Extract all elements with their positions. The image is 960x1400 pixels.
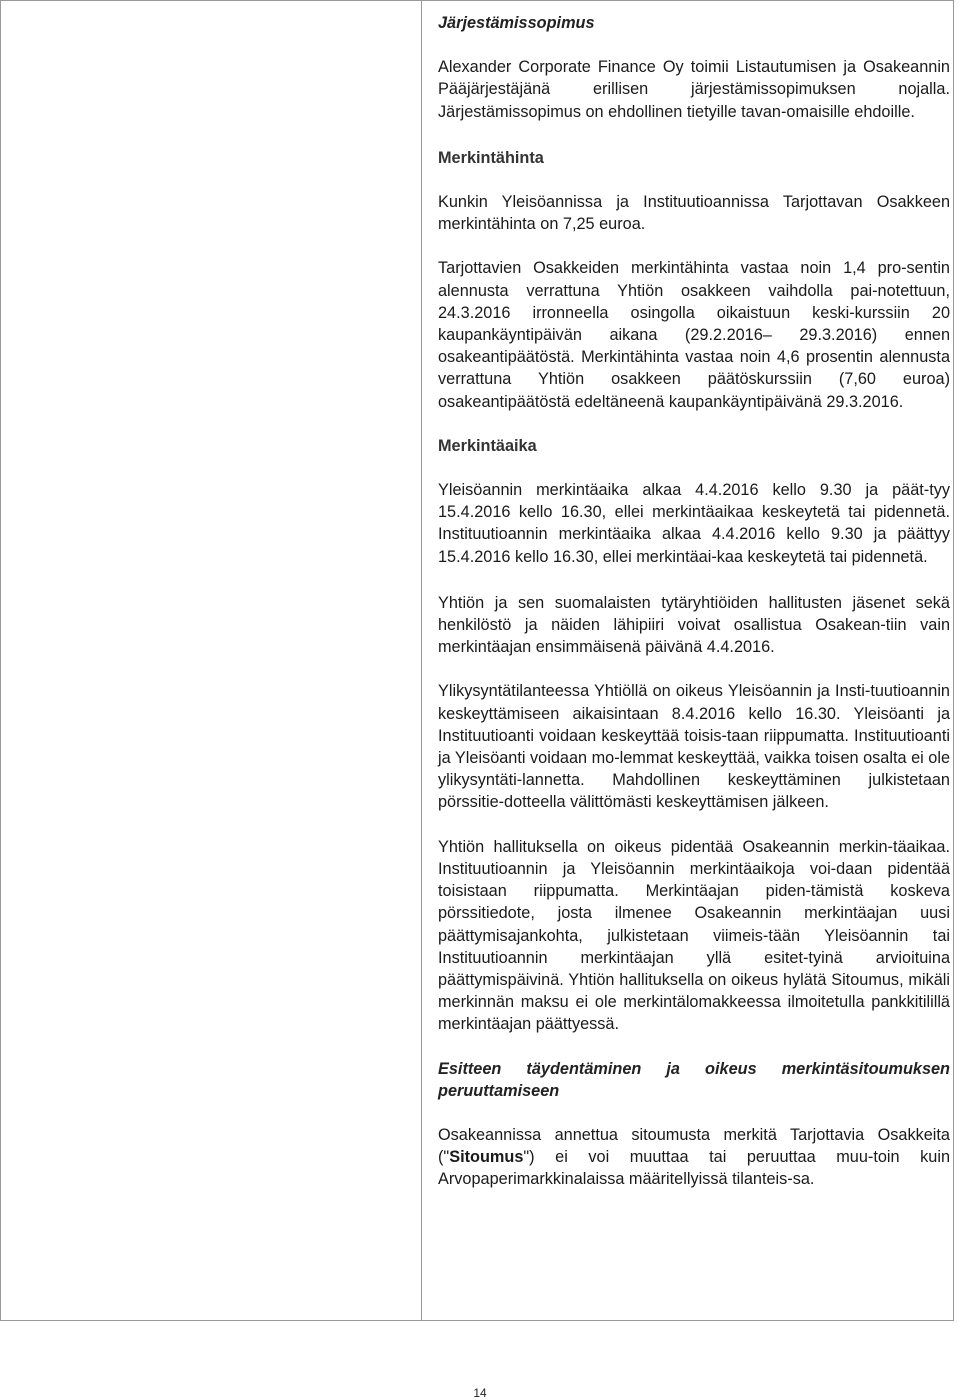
page-number: 14	[473, 1386, 487, 1400]
paragraph: Kunkin Yleisöannissa ja Instituutioannissa Tarjottavan Osakkeen merkintähinta on 7,25 euroa.	[438, 193, 950, 234]
subheading-merkintaaika: Merkintäaika	[438, 436, 537, 455]
paragraph: Tarjottavien Osakkeiden merkintähinta vastaa noin 1,4 pro-sentin alennusta verrattuna Yhtiön osakkeen vaihdolla pai-notettuun, 24.3.2016 irronneella osingolla oikaistuun keski-kurssiin 20 kaupankäyntipäivän aikana (29.2.2016– 29.3.2016) ennen osakeantipäätöstä. Merkintähinta vastaa noin 4,6 prosentin alennusta verrattuna Yhtiön osakkeen päätöskurssiin (7,60 euroa) osakeantipäätöstä edeltäneenä kaupankäyntipäivänä 29.3.2016.	[438, 259, 950, 411]
paragraph-text: ") ei voi muuttaa tai peruuttaa muu-toin kuin Arvopaperimarkkinalaissa määritellyissä tilanteis-sa.	[438, 1148, 950, 1189]
paragraph: Yhtiön hallituksella on oikeus pidentää Osakeannin merkin-täaikaa. Instituutioannin ja Yleisöannin merkintäaikoja voi-daan pidentää toisistaan riippumatta. Merkintäajan piden-tämistä koskeva pörssitiedote, josta ilmenee Osakeannin merkintäajan uusi päättymisajankohta, julkistetaan viimeis-tään Yleisöannin tai Instituutioannin merkintäajan yllä esitet-tyinä arvioituina päättymispäivinä. Yhtiön hallituksella on oikeus hylätä Sitoumus, mikäli merkinnän maksu ei ole merkintälomakkeessa ilmoitetulla pankkitilillä merkintäajan päättyessä.	[438, 837, 950, 1034]
subheading-merkintahinta: Merkintähinta	[438, 148, 544, 167]
paragraph: Yhtiön ja sen suomalaisten tytäryhtiöiden hallitusten jäsenet sekä henkilöstö ja näiden lähipiiri voivat osallistua Osakean-tiin vain merkintäajan ensimmäisenä päivänä 4.4.2016.	[438, 593, 950, 657]
paragraph-text: Osakeannissa annettua sitoumusta merkitä Tarjottavia Osakkeita ("	[438, 1125, 950, 1167]
term-sitoumus: Sitoumus	[449, 1148, 524, 1167]
section-heading-esitteen: Esitteen täydentäminen ja oikeus merkintäsitoumuksen peruuttamiseen	[438, 1059, 950, 1100]
paragraph: Ylikysyntätilanteessa Yhtiöllä on oikeus Yleisöannin ja Insti-tuutioannin keskeyttämiseen aikaisintaan 8.4.2016 kello 16.30. Yleisöanti ja Instituutioanti voidaan keskeyttää toisis-taan riippumatta. Instituutioanti ja Yleisöanti voidaan mo-lemmat keskeyttää, vaikka toisen osalta ei ole ylikysyntäti-lannetta. Mahdollinen keskeyttäminen julkistetaan pörssitie-dotteella välittömästi keskeyttämisen jälkeen.	[438, 682, 950, 812]
paragraph: Alexander Corporate Finance Oy toimii Listautumisen ja Osakeannin Pääjärjestäjänä erillisen järjestämissopimuksen nojalla. Järjestämissopimus on ehdollinen tietyille tavan-omaisille ehdoille.	[438, 58, 950, 121]
column-divider	[421, 0, 422, 1321]
paragraph: Yleisöannin merkintäaika alkaa 4.4.2016 kello 9.30 ja päät-tyy 15.4.2016 kello 16.30, ellei merkintäaikaa keskeytetä tai pidennetä. Instituutioannin merkintäaika alkaa 4.4.2016 kello 9.30 ja päättyy 15.4.2016 kello 16.30, ellei merkintäai-kaa keskeytetä tai pidennetä.	[438, 481, 950, 566]
section-heading-jarjestamissopimus: Järjestämissopimus	[438, 14, 595, 32]
right-column-content	[438, 2, 950, 1191]
paragraph	[438, 1124, 950, 1191]
